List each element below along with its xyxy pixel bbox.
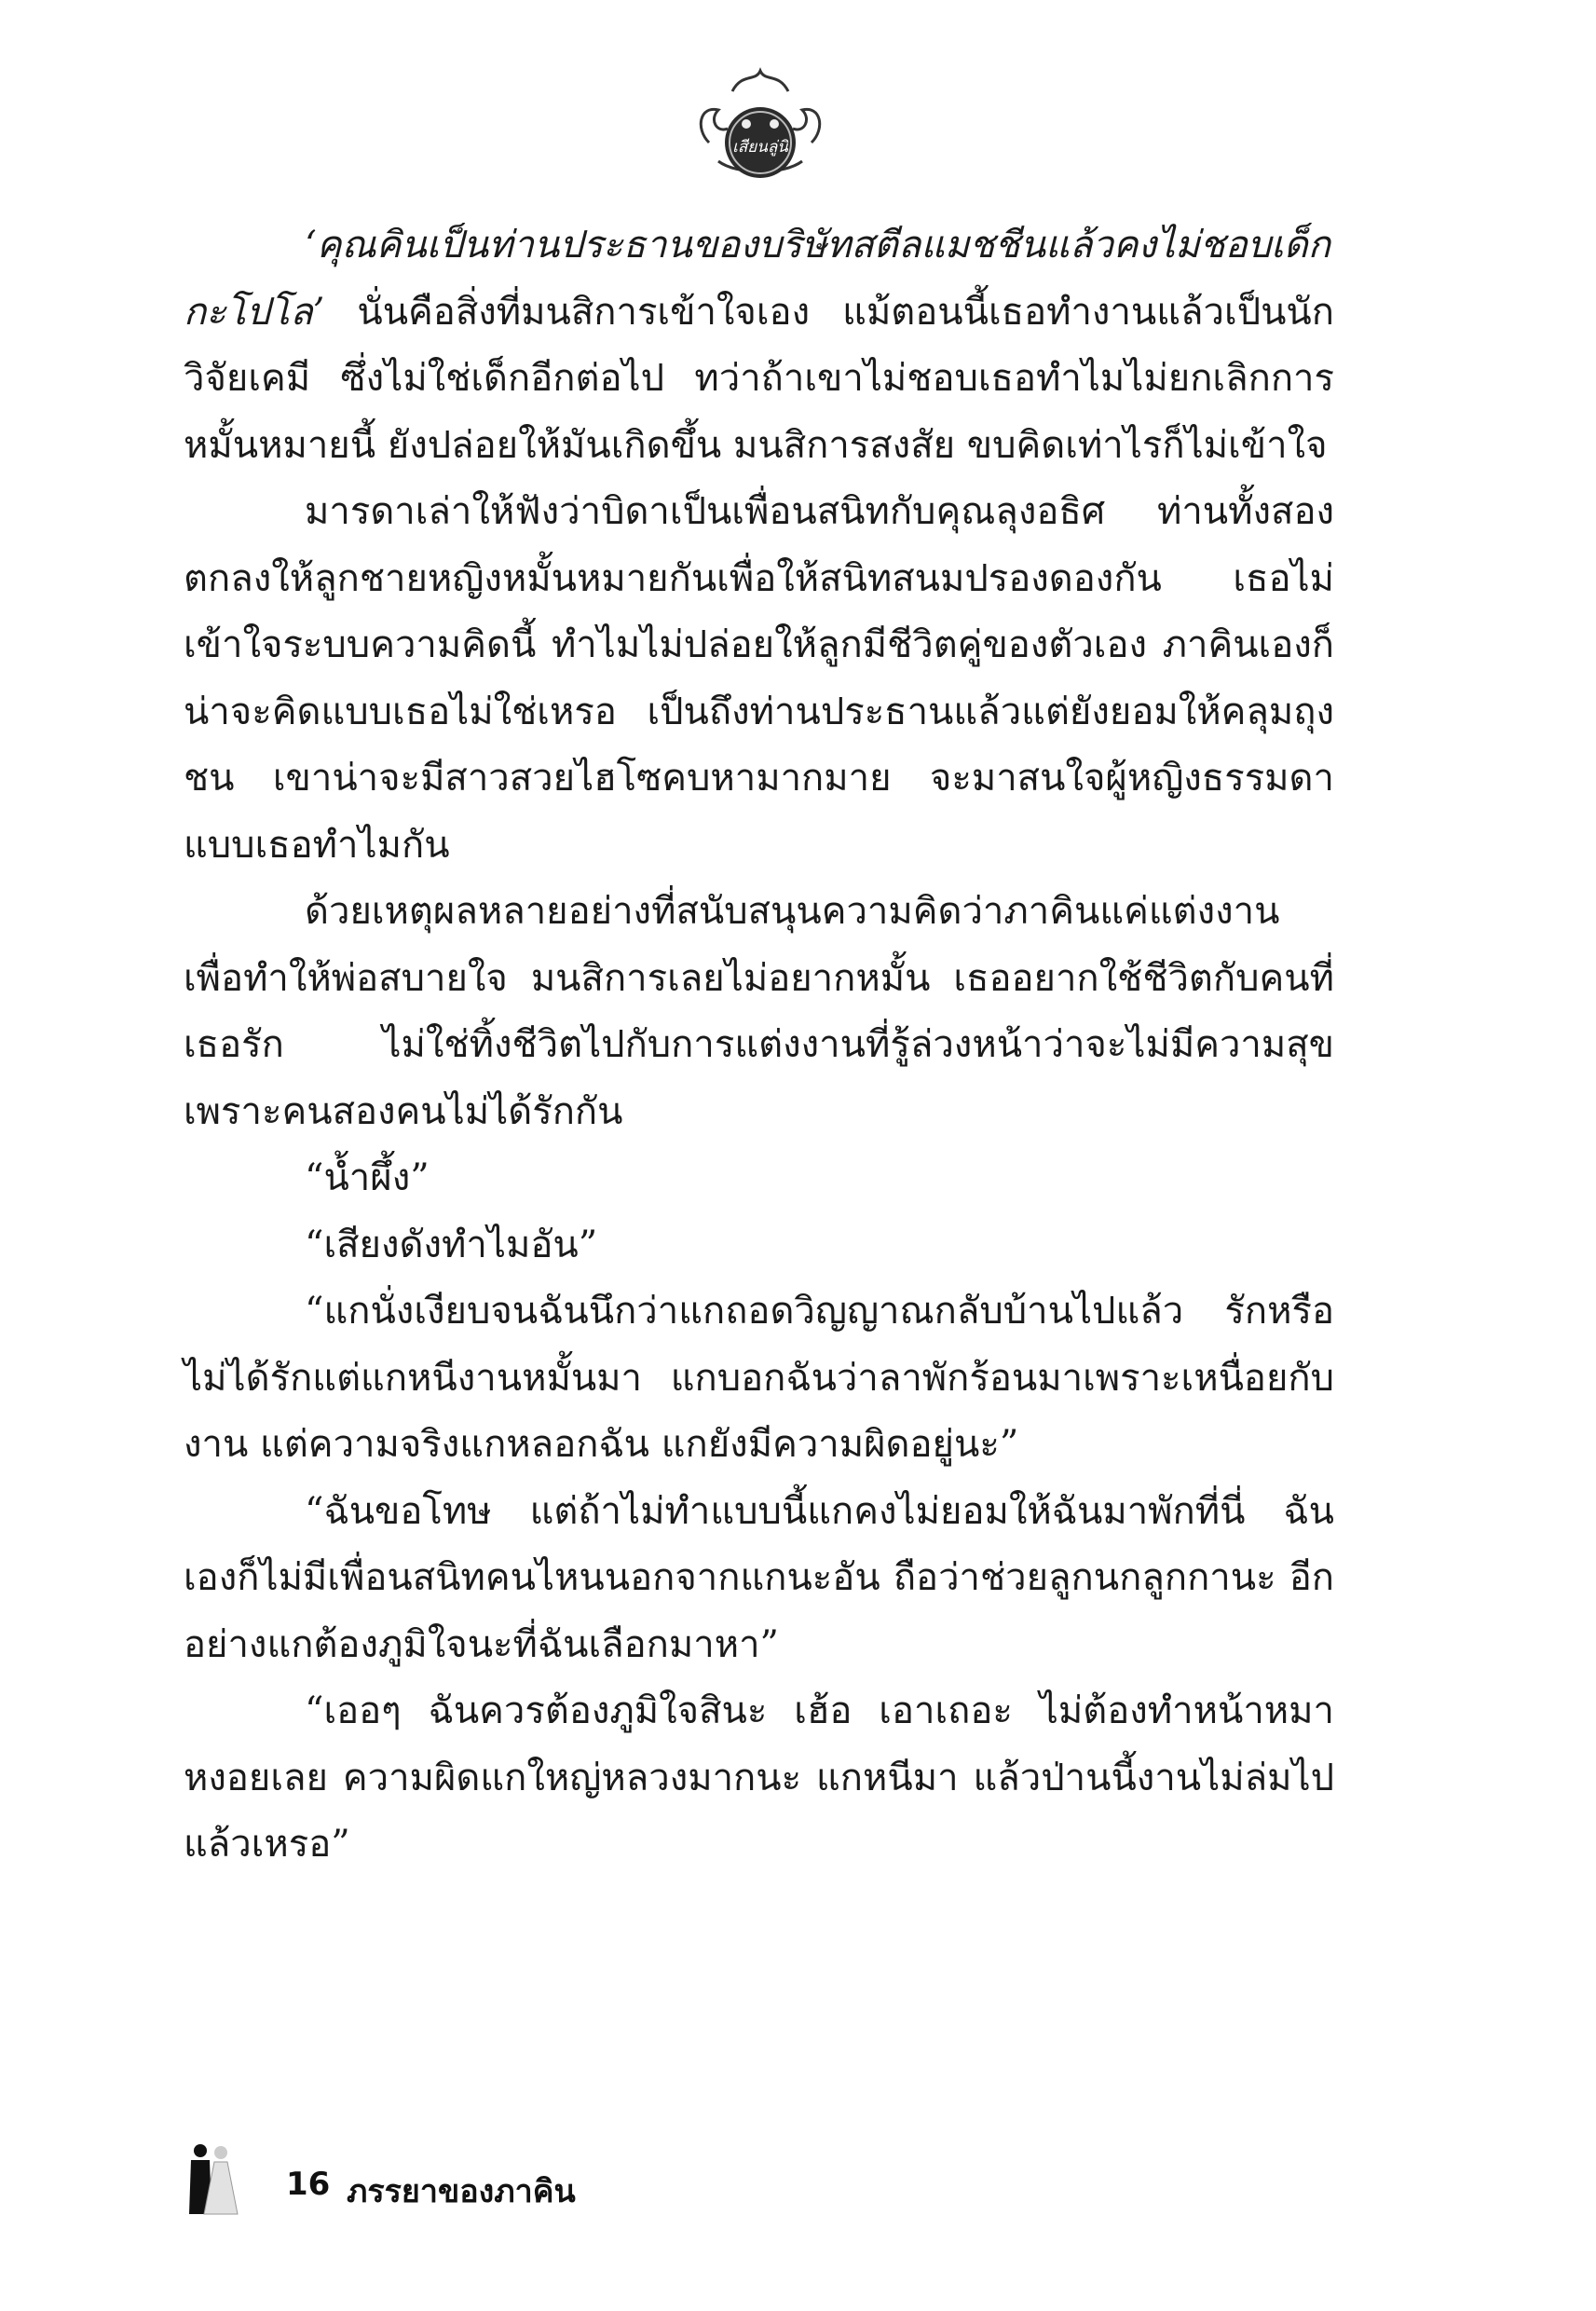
dialogue-line-3 xyxy=(184,1279,1334,1479)
bride-groom-icon xyxy=(184,2141,239,2216)
paragraph-3 xyxy=(184,879,1334,1145)
chapter-body xyxy=(184,212,1334,1879)
paragraph-text: “เสียงดังทำไมอัน” xyxy=(305,1223,598,1266)
paragraph-text: นั่นคือสิ่งที่มนสิการเข้าใจเอง แม้ตอนนี้เธอทำงานแล้วเป็นนักวิจัยเคมี ซึ่งไม่ใช่เด็กอีกต่อไป ทว่าถ้าเขาไม่ชอบเธอทำไมไม่ยกเลิกการหมั้นหมายนี้ ยังปล่อยให้มันเกิดขึ้น มนสิการสงสัย ขบคิดเท่าไรก็ไม่เข้าใจ xyxy=(184,290,1334,467)
dialogue-line-4 xyxy=(184,1479,1334,1679)
paragraph-text: “แกนั่งเงียบจนฉันนึกว่าแกถอดวิญญาณกลับบ้านไปแล้ว รักหรือไม่ได้รักแต่แกหนีงานหมั้นมา แกบอกฉันว่าลาพักร้อนมาเพราะเหนื่อยกับงาน แต่ความจริงแกหลอกฉัน แกยังมีความผิดอยู่นะ” xyxy=(184,1290,1334,1466)
dialogue-line-5 xyxy=(184,1678,1334,1879)
paragraph-text: มารดาเล่าให้ฟังว่าบิดาเป็นเพื่อนสนิทกับคุณลุงอธิศ ท่านทั้งสองตกลงให้ลูกชายหญิงหมั้นหมายกันเพื่อให้สนิทสนมปรองดองกัน เธอไม่เข้าใจระบบความคิดนี้ ทำไมไม่ปล่อยให้ลูกมีชีวิตคู่ของตัวเอง ภาคินเองก็น่าจะคิดแบบเธอไม่ใช่เหรอ เป็นถึงท่านประธานแล้วแต่ยังยอมให้คลุมถุงชน เขาน่าจะมีสาวสวยไฮโซคบหามากมาย จะมาสนใจผู้หญิงธรรมดาแบบเธอทำไมกัน xyxy=(184,490,1334,867)
paragraph-text: “ฉันขอโทษ แต่ถ้าไม่ทำแบบนี้แกคงไม่ยอมให้ฉันมาพักที่นี่ ฉันเองก็ไม่มีเพื่อนสนิทคนไหนนอกจากแกนะอัน ถือว่าช่วยลูกนกลูกกานะ อีกอย่างแกต้องภูมิใจนะที่ฉันเลือกมาหา” xyxy=(184,1489,1334,1666)
book-title: ภรรยาของภาคิน xyxy=(347,2173,576,2210)
italic-quote: ‘คุณคินเป็นท่านประธานของบริษัทสตีลแมชชีนแล้วคงไม่ชอบเด็กกะโปโล’ xyxy=(184,224,1330,334)
page-number: 16 xyxy=(286,2166,331,2203)
paragraph-2 xyxy=(184,479,1334,879)
svg-text:เสียนลู่นิ: เสียนลู่นิ xyxy=(732,138,788,157)
publisher-logo-icon xyxy=(690,54,830,194)
paragraph-text: “น้ำผึ้ง” xyxy=(305,1156,430,1199)
dialogue-line-1 xyxy=(184,1145,1334,1212)
paragraph-1 xyxy=(184,212,1334,479)
paragraph-text: “เออๆ ฉันควรต้องภูมิใจสินะ เฮ้อ เอาเถอะ ไม่ต้องทำหน้าหมาหงอยเลย ความผิดแกใหญ่หลวงมากนะ แกหนีมา แล้วป่านนี้งานไม่ล่มไปแล้วเหรอ” xyxy=(184,1689,1334,1866)
page-footer xyxy=(184,2141,836,2225)
paragraph-text: ด้วยเหตุผลหลายอย่างที่สนับสนุนความคิดว่าภาคินแค่แต่งงานเพื่อทำให้พ่อสบายใจ มนสิการเลยไม่อยากหมั้น เธออยากใช้ชีวิตกับคนที่เธอรัก ไม่ใช่ทิ้งชีวิตไปกับการแต่งงานที่รู้ล่วงหน้าว่าจะไม่มีความสุข เพราะคนสองคนไม่ได้รักกัน xyxy=(184,890,1334,1133)
dialogue-line-2 xyxy=(184,1212,1334,1279)
